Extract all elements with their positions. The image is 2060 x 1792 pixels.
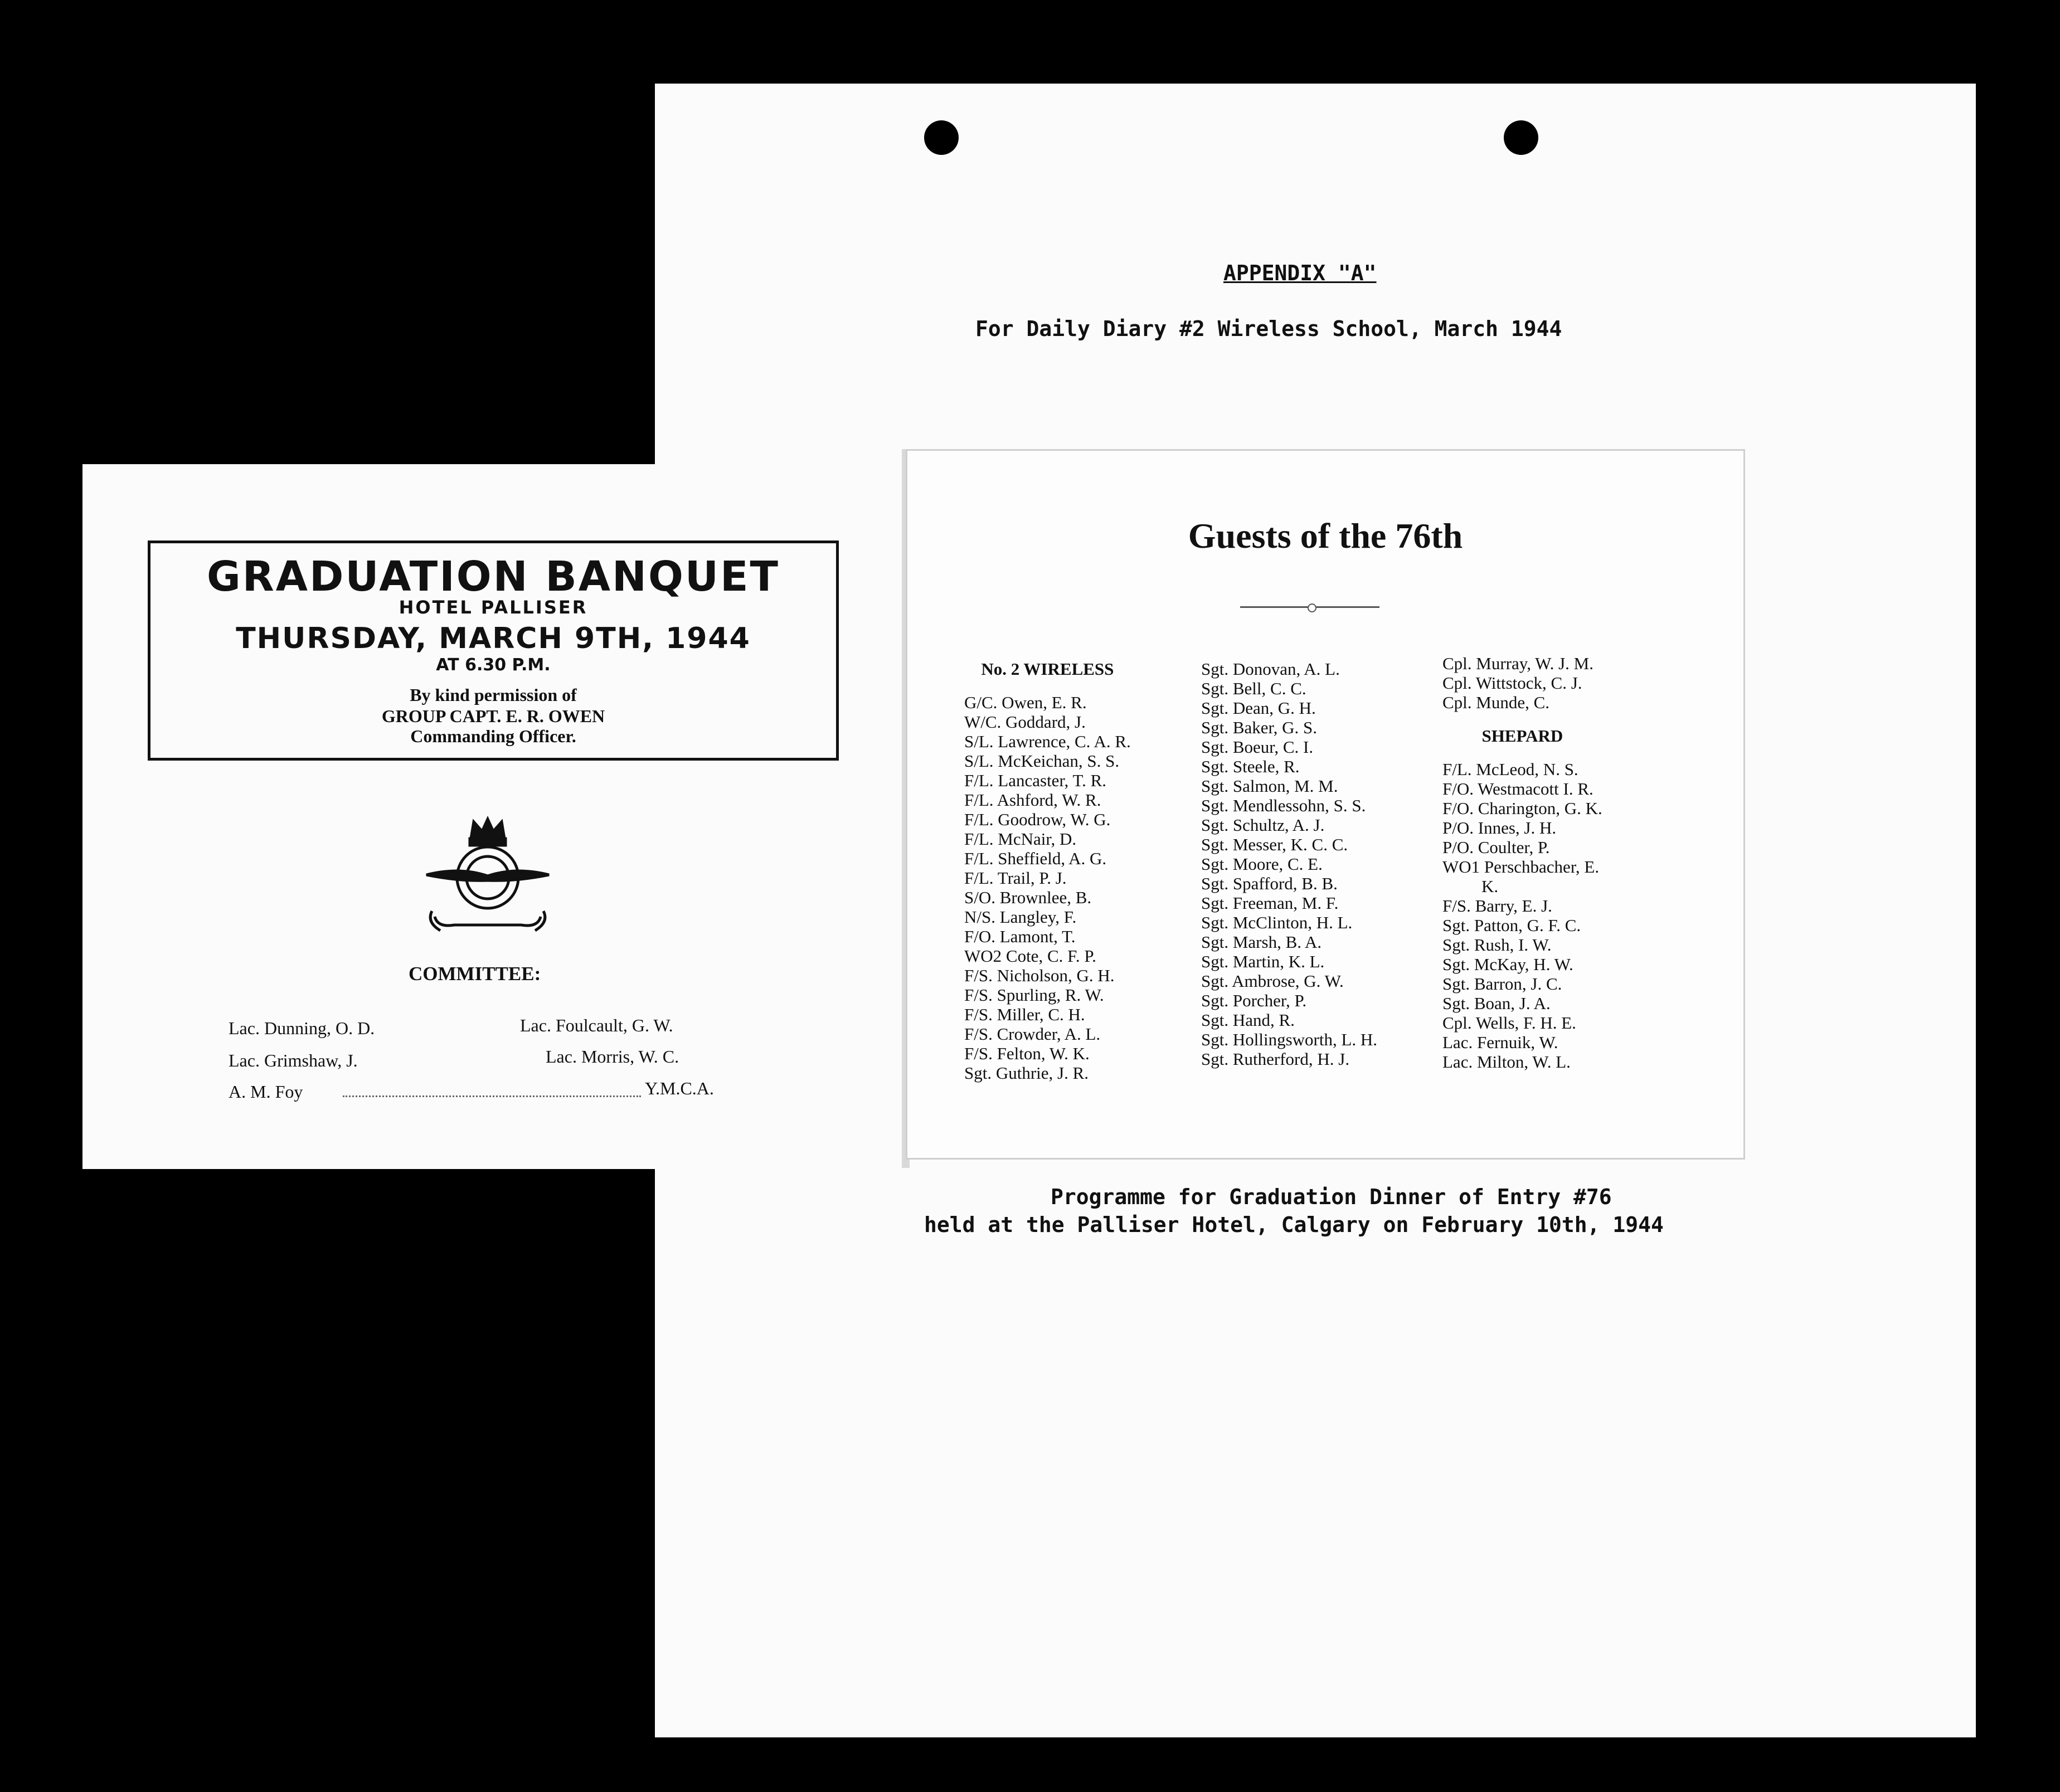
guest-column-3 bbox=[1442, 654, 1602, 1072]
committee-member: Y.M.C.A. bbox=[645, 1078, 714, 1098]
banquet-host-role: Commanding Officer. bbox=[410, 726, 576, 746]
guest-name: K. bbox=[1481, 876, 1499, 896]
guest-name: F/L. McNair, D. bbox=[964, 829, 1077, 849]
punch-hole-left bbox=[924, 120, 959, 155]
guest-name: Sgt. Guthrie, J. R. bbox=[964, 1063, 1089, 1083]
diary-subheading: For Daily Diary #2 Wireless School, March 1944 bbox=[975, 316, 1562, 341]
guest-column-1 bbox=[964, 659, 1131, 1083]
guests-title: Guests of the 76th bbox=[1188, 516, 1463, 556]
guest-name: Sgt. Rutherford, H. J. bbox=[1201, 1049, 1350, 1069]
guest-name: P/O. Innes, J. H. bbox=[1442, 818, 1557, 837]
guest-name: Cpl. Munde, C. bbox=[1442, 693, 1550, 712]
guest-name: S/O. Brownlee, B. bbox=[964, 888, 1092, 907]
guest-name: F/S. Spurling, R. W. bbox=[964, 985, 1104, 1005]
guest-name: F/S. Crowder, A. L. bbox=[964, 1024, 1101, 1044]
guest-name: N/S. Langley, F. bbox=[964, 907, 1077, 927]
guest-name: F/L. Lancaster, T. R. bbox=[964, 771, 1107, 790]
guest-name: F/S. Miller, C. H. bbox=[964, 1005, 1085, 1024]
guest-name: WO2 Cote, C. F. P. bbox=[964, 946, 1096, 966]
punch-hole-right bbox=[1504, 120, 1538, 155]
guest-name: Sgt. Ambrose, G. W. bbox=[1201, 971, 1344, 991]
guest-name: Sgt. Marsh, B. A. bbox=[1201, 932, 1322, 952]
guest-name: Sgt. Boeur, C. I. bbox=[1201, 737, 1314, 757]
guest-name: Sgt. Mendlessohn, S. S. bbox=[1201, 796, 1366, 815]
guest-name: Sgt. Hand, R. bbox=[1201, 1010, 1295, 1030]
guest-name: G/C. Owen, E. R. bbox=[964, 693, 1087, 712]
caption-line-1: Programme for Graduation Dinner of Entry #76 bbox=[1051, 1185, 1612, 1209]
committee-member: Lac. Morris, W. C. bbox=[546, 1046, 679, 1067]
guest-column-2 bbox=[1201, 659, 1377, 1069]
guest-name: Sgt. Hollingsworth, L. H. bbox=[1201, 1030, 1378, 1049]
guest-name: P/O. Coulter, P. bbox=[1442, 837, 1550, 857]
guest-name: Sgt. Boan, J. A. bbox=[1442, 994, 1551, 1013]
guest-name: Lac. Fernuik, W. bbox=[1442, 1033, 1558, 1052]
guest-name: Sgt. McClinton, H. L. bbox=[1201, 913, 1353, 932]
guest-name: F/S. Felton, W. K. bbox=[964, 1044, 1090, 1063]
column-heading: SHEPARD bbox=[1481, 726, 1563, 746]
guest-name: Cpl. Wittstock, C. J. bbox=[1442, 673, 1582, 693]
guest-name: Sgt. Rush, I. W. bbox=[1442, 935, 1552, 955]
guest-name: F/L. Trail, P. J. bbox=[964, 868, 1067, 888]
guest-name: Sgt. Barron, J. C. bbox=[1442, 974, 1562, 994]
guest-name: Cpl. Wells, F. H. E. bbox=[1442, 1013, 1576, 1033]
guest-name: F/L. McLeod, N. S. bbox=[1442, 759, 1578, 779]
committee-title: COMMITTEE: bbox=[409, 963, 541, 985]
banquet-title: GRADUATION BANQUET bbox=[207, 553, 780, 601]
guest-name: Sgt. Martin, K. L. bbox=[1201, 952, 1325, 971]
guest-name: F/S. Nicholson, G. H. bbox=[964, 966, 1115, 985]
guest-name: Sgt. Donovan, A. L. bbox=[1201, 659, 1340, 679]
guest-name: Sgt. Freeman, M. F. bbox=[1201, 893, 1339, 913]
committee-member: Lac. Foulcault, G. W. bbox=[520, 1015, 673, 1035]
guest-name: Sgt. Porcher, P. bbox=[1201, 991, 1307, 1010]
guest-name: F/O. Westmacott I. R. bbox=[1442, 779, 1593, 798]
guest-name: Sgt. Schultz, A. J. bbox=[1201, 815, 1325, 835]
guest-name: S/L. Lawrence, C. A. R. bbox=[964, 732, 1131, 751]
guest-name: Sgt. Bell, C. C. bbox=[1201, 679, 1306, 698]
banquet-venue: HOTEL PALLISER bbox=[399, 597, 588, 618]
banquet-time: AT 6.30 P.M. bbox=[436, 655, 551, 675]
guest-name: Sgt. Salmon, M. M. bbox=[1201, 776, 1338, 796]
committee-member: Lac. Grimshaw, J. bbox=[229, 1050, 358, 1070]
guest-name: F/O. Lamont, T. bbox=[964, 927, 1076, 946]
guest-name: Sgt. Messer, K. C. C. bbox=[1201, 835, 1348, 854]
guest-name: S/L. McKeichan, S. S. bbox=[964, 751, 1120, 771]
guest-name: F/L. Sheffield, A. G. bbox=[964, 849, 1107, 868]
column-heading: No. 2 WIRELESS bbox=[981, 659, 1114, 679]
guest-name: Sgt. Moore, C. E. bbox=[1201, 854, 1323, 874]
guest-name: Cpl. Murray, W. J. M. bbox=[1442, 654, 1593, 673]
guest-name: F/O. Charington, G. K. bbox=[1442, 798, 1602, 818]
guest-name: Sgt. McKay, H. W. bbox=[1442, 955, 1573, 974]
banquet-date: THURSDAY, MARCH 9TH, 1944 bbox=[236, 622, 751, 655]
committee-member: A. M. Foy bbox=[229, 1082, 303, 1102]
guest-name: W/C. Goddard, J. bbox=[964, 712, 1086, 732]
leader-dots bbox=[343, 1095, 641, 1097]
banquet-host: GROUP CAPT. E. R. OWEN bbox=[381, 706, 605, 726]
appendix-heading: APPENDIX "A" bbox=[1223, 261, 1377, 285]
guest-name: Lac. Milton, W. L. bbox=[1442, 1052, 1571, 1072]
guest-name: F/S. Barry, E. J. bbox=[1442, 896, 1552, 916]
guest-name: Sgt. Dean, G. H. bbox=[1201, 698, 1316, 718]
guest-name: Sgt. Spafford, B. B. bbox=[1201, 874, 1338, 893]
banquet-banner bbox=[148, 540, 839, 761]
guest-name: Sgt. Patton, G. F. C. bbox=[1442, 916, 1581, 935]
guest-name: Sgt. Baker, G. S. bbox=[1201, 718, 1318, 737]
caption-line-2: held at the Palliser Hotel, Calgary on February 10th, 1944 bbox=[924, 1212, 1664, 1237]
guest-name: Sgt. Steele, R. bbox=[1201, 757, 1300, 776]
committee-member: Lac. Dunning, O. D. bbox=[229, 1018, 375, 1038]
divider-ornament bbox=[1308, 603, 1316, 612]
banquet-permission: By kind permission of bbox=[410, 685, 577, 705]
rcaf-crest-icon bbox=[415, 814, 560, 942]
guest-name: F/L. Goodrow, W. G. bbox=[964, 810, 1111, 829]
guest-name: F/L. Ashford, W. R. bbox=[964, 790, 1101, 810]
guest-name: WO1 Perschbacher, E. bbox=[1442, 857, 1600, 876]
